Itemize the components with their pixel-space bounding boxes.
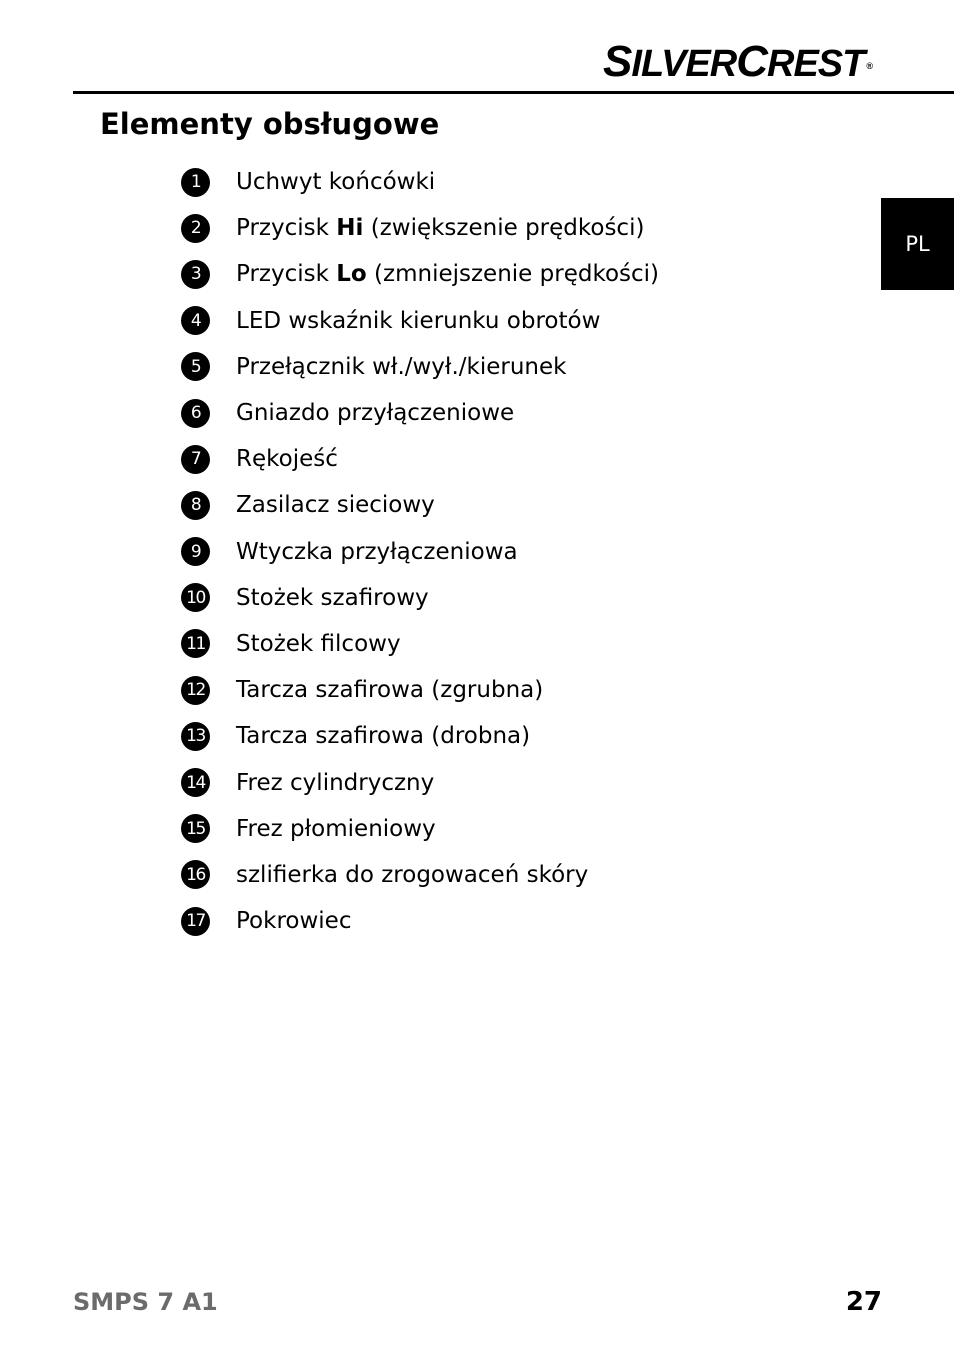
list-item	[181, 436, 659, 482]
parts-list	[181, 159, 659, 944]
item-label: Przycisk Hi (zwiększenie prędkości)	[236, 215, 645, 242]
item-number-badge: 7	[181, 445, 210, 474]
list-item	[181, 159, 659, 205]
page-title: Elementy obsługowe	[100, 107, 440, 141]
item-label: Frez cylindryczny	[236, 769, 435, 796]
list-item	[181, 713, 659, 759]
item-number-badge: 10	[181, 583, 210, 612]
item-number-badge: 15	[181, 814, 210, 843]
list-item	[181, 759, 659, 805]
item-number-badge: 8	[181, 491, 210, 520]
item-label: Zasilacz sieciowy	[236, 492, 435, 519]
item-number-badge: 14	[181, 768, 210, 797]
item-label: Stożek szafirowy	[236, 584, 429, 611]
list-item	[181, 298, 659, 344]
item-label: LED wskaźnik kierunku obrotów	[236, 307, 601, 334]
list-item	[181, 898, 659, 944]
item-number-badge: 4	[181, 306, 210, 335]
item-number-badge: 3	[181, 260, 210, 289]
item-label: szlifierka do zrogowaceń skóry	[236, 861, 589, 888]
list-item	[181, 390, 659, 436]
item-label: Przycisk Lo (zmniejszenie prędkości)	[236, 261, 660, 288]
item-label: Uchwyt końcówki	[236, 169, 436, 196]
item-number-badge: 12	[181, 676, 210, 705]
list-item	[181, 575, 659, 621]
item-number-badge: 13	[181, 722, 210, 751]
brand-logo-text: REST	[767, 43, 865, 85]
item-label: Wtyczka przyłączeniowa	[236, 538, 518, 565]
item-number-badge: 16	[181, 860, 210, 889]
language-tab-label: PL	[905, 232, 930, 256]
item-number-badge: 9	[181, 537, 210, 566]
item-label: Gniazdo przyłączeniowe	[236, 400, 515, 427]
item-label: Tarcza szafirowa (zgrubna)	[236, 677, 544, 704]
item-number-badge: 5	[181, 352, 210, 381]
list-item	[181, 667, 659, 713]
item-label: Stożek filcowy	[236, 630, 401, 657]
footer-page-number: 27	[845, 1287, 882, 1317]
item-number-badge: 6	[181, 399, 210, 428]
list-item	[181, 852, 659, 898]
brand-logo-letter: C	[736, 37, 767, 86]
item-number-badge: 11	[181, 629, 210, 658]
list-item	[181, 482, 659, 528]
list-item	[181, 205, 659, 251]
item-label: Przełącznik wł./wył./kierunek	[236, 353, 567, 380]
item-label: Pokrowiec	[236, 908, 352, 935]
language-tab	[881, 198, 954, 290]
list-item	[181, 251, 659, 297]
brand-logo	[603, 37, 872, 86]
item-label: Rękojeść	[236, 446, 338, 473]
registered-mark: ®	[866, 61, 872, 71]
item-label: Frez płomieniowy	[236, 815, 436, 842]
brand-logo-letter: S	[603, 37, 632, 86]
item-number-badge: 1	[181, 168, 210, 197]
item-number-badge: 17	[181, 907, 210, 936]
item-label: Tarcza szafirowa (drobna)	[236, 723, 531, 750]
footer-model-name: SMPS 7 A1	[73, 1288, 218, 1316]
list-item	[181, 806, 659, 852]
list-item	[181, 621, 659, 667]
header-rule	[73, 91, 954, 94]
item-number-badge: 2	[181, 214, 210, 243]
brand-logo-text: ILVER	[631, 43, 737, 85]
list-item	[181, 344, 659, 390]
list-item	[181, 529, 659, 575]
